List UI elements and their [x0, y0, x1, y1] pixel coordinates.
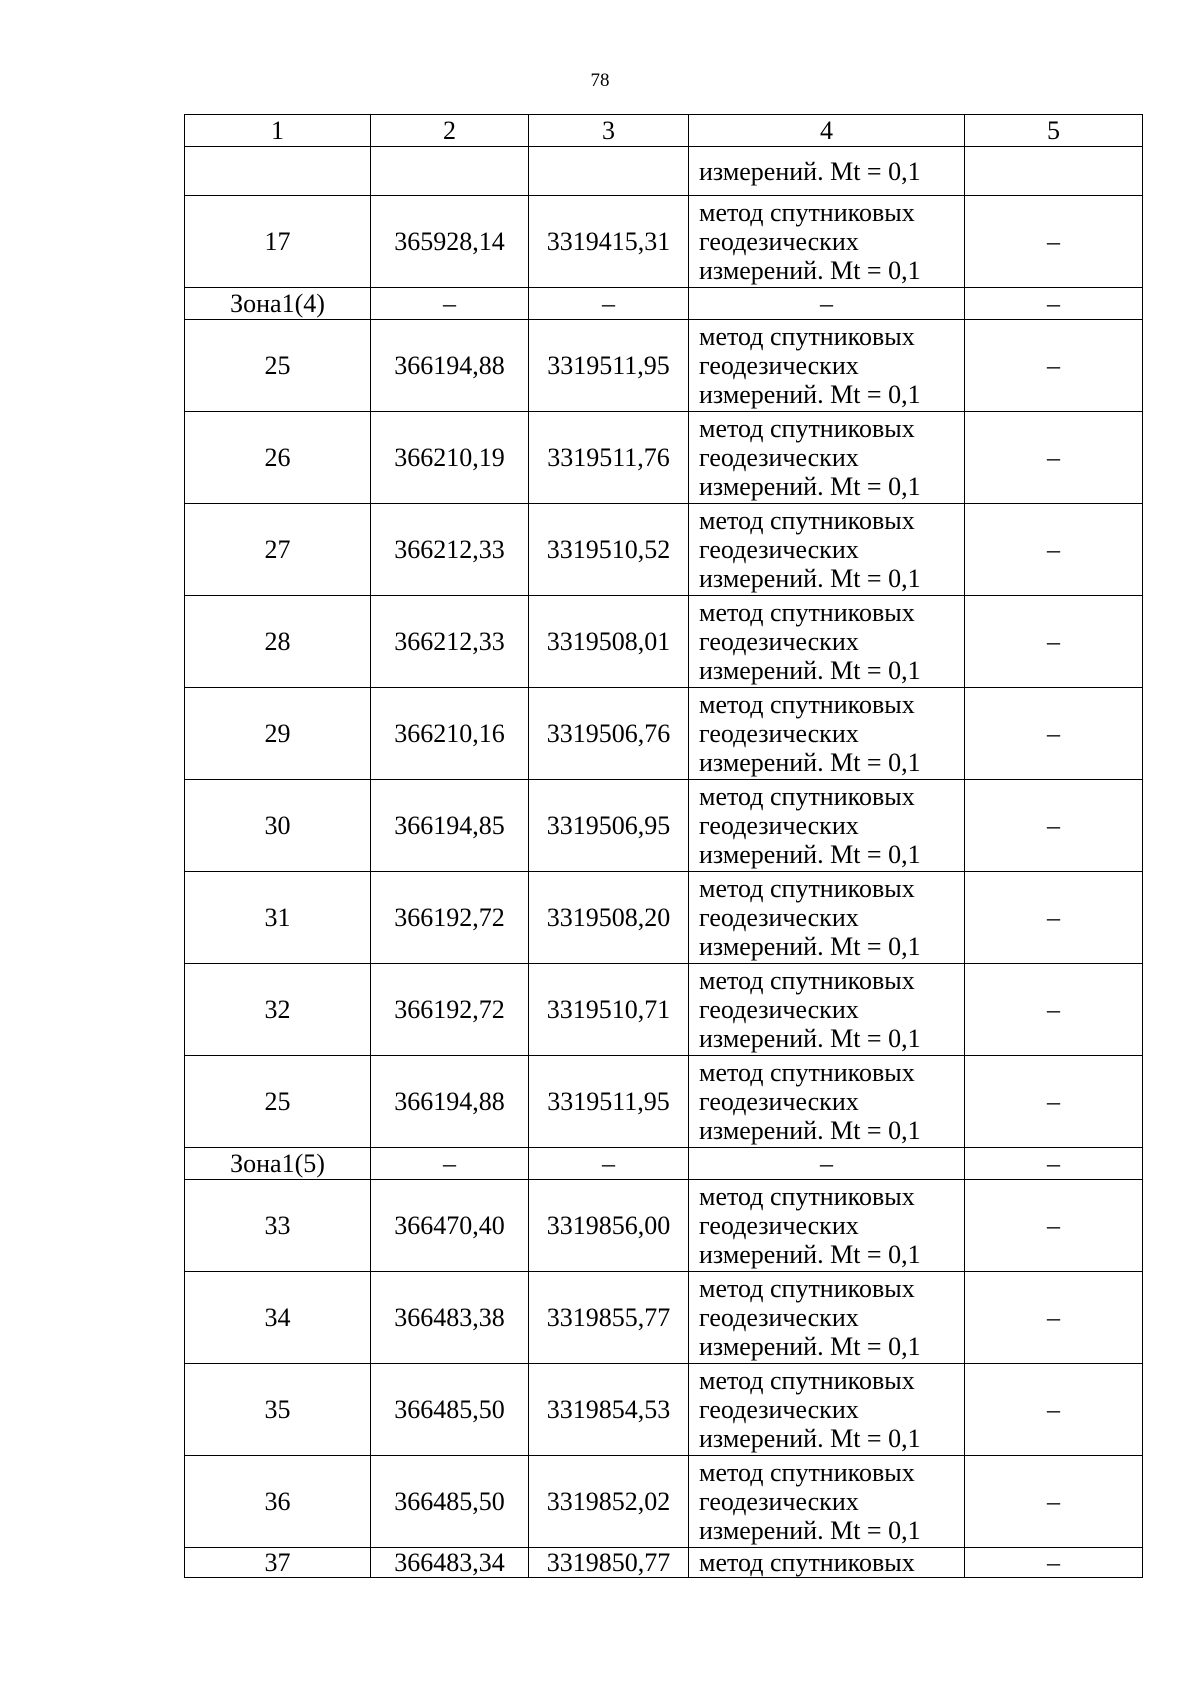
cell-col4 — [689, 1180, 965, 1272]
description-line: – — [820, 1149, 833, 1178]
cell-col3: 3319506,95 — [529, 780, 689, 872]
cell-col5: – — [965, 320, 1143, 412]
cell-col5: – — [965, 412, 1143, 504]
description-line: измерений. Mt = 0,1 — [699, 1240, 921, 1269]
description-line: метод спутниковых — [699, 1458, 915, 1487]
cell-col5: – — [965, 964, 1143, 1056]
description-line: измерений. Mt = 0,1 — [699, 748, 921, 777]
description-line: метод спутниковых — [699, 414, 915, 443]
cell-col1: 36 — [185, 1456, 371, 1548]
cell-col2: 366483,38 — [371, 1272, 529, 1364]
cell-col5: – — [965, 504, 1143, 596]
table-row — [185, 147, 1143, 196]
cell-col2: 366194,88 — [371, 320, 529, 412]
cell-col5: – — [965, 688, 1143, 780]
cell-col3: – — [529, 1148, 689, 1180]
description-line: геодезических — [699, 811, 859, 840]
description-line: – — [820, 289, 833, 318]
cell-col2: 365928,14 — [371, 196, 529, 288]
cell-col3: 3319855,77 — [529, 1272, 689, 1364]
cell-col5: – — [965, 1180, 1143, 1272]
description-line: геодезических — [699, 1211, 859, 1240]
cell-col1: 37 — [185, 1548, 371, 1578]
cell-col5 — [965, 147, 1143, 196]
coordinates-table — [184, 114, 1143, 1578]
table-row — [185, 504, 1143, 596]
cell-col1: 28 — [185, 596, 371, 688]
cell-col3: 3319856,00 — [529, 1180, 689, 1272]
cell-col4 — [689, 1364, 965, 1456]
description-line: измерений. Mt = 0,1 — [699, 472, 921, 501]
cell-col4 — [689, 964, 965, 1056]
cell-col5: – — [965, 288, 1143, 320]
description-line: измерений. Mt = 0,1 — [699, 1332, 921, 1361]
description-line: измерений. Mt = 0,1 — [699, 840, 921, 869]
description-line: геодезических — [699, 1395, 859, 1424]
cell-col1: 33 — [185, 1180, 371, 1272]
table-row — [185, 320, 1143, 412]
table-row — [185, 1456, 1143, 1548]
cell-col2: – — [371, 1148, 529, 1180]
column-header: 4 — [689, 115, 965, 147]
cell-col3: 3319854,53 — [529, 1364, 689, 1456]
description-line: геодезических — [699, 627, 859, 656]
cell-col1: 35 — [185, 1364, 371, 1456]
cell-col2: 366192,72 — [371, 872, 529, 964]
cell-col5: – — [965, 596, 1143, 688]
cell-col1 — [185, 147, 371, 196]
cell-col3: 3319508,01 — [529, 596, 689, 688]
cell-col2: 366485,50 — [371, 1456, 529, 1548]
description-line: геодезических — [699, 1087, 859, 1116]
table-row — [185, 1272, 1143, 1364]
cell-col3: 3319510,52 — [529, 504, 689, 596]
cell-col4 — [689, 147, 965, 196]
cell-col3: 3319510,71 — [529, 964, 689, 1056]
description-line: метод спутниковых — [699, 322, 915, 351]
cell-col4 — [689, 504, 965, 596]
cell-col2: 366470,40 — [371, 1180, 529, 1272]
table-row — [185, 780, 1143, 872]
description-line: измерений. Mt = 0,1 — [699, 380, 921, 409]
description-line: геодезических — [699, 995, 859, 1024]
cell-col4 — [689, 780, 965, 872]
description-line: измерений. Mt = 0,1 — [699, 256, 921, 285]
cell-col1: 25 — [185, 320, 371, 412]
cell-col2: 366192,72 — [371, 964, 529, 1056]
cell-col4 — [689, 1548, 965, 1578]
page-number: 78 — [590, 70, 610, 91]
table-row — [185, 964, 1143, 1056]
cell-col2: 366485,50 — [371, 1364, 529, 1456]
cell-col3: 3319852,02 — [529, 1456, 689, 1548]
cell-col1: 31 — [185, 872, 371, 964]
description-line: измерений. Mt = 0,1 — [699, 1024, 921, 1053]
cell-col3: 3319508,20 — [529, 872, 689, 964]
table-row — [185, 412, 1143, 504]
description-line: измерений. Mt = 0,1 — [699, 932, 921, 961]
description-line: геодезических — [699, 535, 859, 564]
cell-col2: 366194,85 — [371, 780, 529, 872]
description-line: измерений. Mt = 0,1 — [699, 1116, 921, 1145]
cell-col5: – — [965, 1272, 1143, 1364]
cell-col1: 27 — [185, 504, 371, 596]
column-header: 1 — [185, 115, 371, 147]
description-line: метод спутниковых — [699, 598, 915, 627]
description-line: измерений. Mt = 0,1 — [699, 156, 921, 186]
cell-col3: 3319415,31 — [529, 196, 689, 288]
table-row — [185, 1056, 1143, 1148]
zone-row — [185, 1148, 1143, 1180]
cell-col4 — [689, 412, 965, 504]
cell-col1: 32 — [185, 964, 371, 1056]
table-row — [185, 1180, 1143, 1272]
description-line: метод спутниковых — [699, 1182, 915, 1211]
cell-col1: 26 — [185, 412, 371, 504]
cell-col2: 366483,34 — [371, 1548, 529, 1578]
cell-col1: 30 — [185, 780, 371, 872]
cell-col1: Зона1(5) — [185, 1148, 371, 1180]
description-line: метод спутниковых — [699, 782, 915, 811]
description-line: метод спутниковых — [699, 1274, 915, 1303]
cell-col3: 3319850,77 — [529, 1548, 689, 1578]
cell-col2: 366194,88 — [371, 1056, 529, 1148]
cell-col1: 29 — [185, 688, 371, 780]
cell-col5: – — [965, 1148, 1143, 1180]
description-line: геодезических — [699, 227, 859, 256]
description-line: геодезических — [699, 903, 859, 932]
cell-col1: 34 — [185, 1272, 371, 1364]
description-line: метод спутниковых — [699, 690, 915, 719]
header-row — [185, 115, 1143, 147]
cell-col4 — [689, 596, 965, 688]
cell-col2: 366212,33 — [371, 504, 529, 596]
cell-col2: 366210,19 — [371, 412, 529, 504]
description-line: метод спутниковых — [699, 966, 915, 995]
column-header: 2 — [371, 115, 529, 147]
cell-col5: – — [965, 1364, 1143, 1456]
cell-col2: – — [371, 288, 529, 320]
cell-col5: – — [965, 780, 1143, 872]
cell-col4 — [689, 288, 965, 320]
description-line: измерений. Mt = 0,1 — [699, 1516, 921, 1545]
table-row — [185, 596, 1143, 688]
cell-col1: 25 — [185, 1056, 371, 1148]
cell-col4 — [689, 1056, 965, 1148]
description-line: геодезических — [699, 1487, 859, 1516]
table-row — [185, 1548, 1143, 1578]
cell-col2: 366210,16 — [371, 688, 529, 780]
column-header: 5 — [965, 115, 1143, 147]
cell-col5: – — [965, 1056, 1143, 1148]
cell-col5: – — [965, 1548, 1143, 1578]
cell-col4 — [689, 1456, 965, 1548]
cell-col5: – — [965, 196, 1143, 288]
description-line: метод спутниковых — [699, 1058, 915, 1087]
cell-col4 — [689, 1272, 965, 1364]
cell-col1: 17 — [185, 196, 371, 288]
cell-col5: – — [965, 872, 1143, 964]
cell-col3 — [529, 147, 689, 196]
table-row — [185, 872, 1143, 964]
description-line: измерений. Mt = 0,1 — [699, 656, 921, 685]
description-line: метод спутниковых — [699, 506, 915, 535]
cell-col4 — [689, 196, 965, 288]
description-line: метод спутниковых — [699, 1548, 915, 1577]
column-header: 3 — [529, 115, 689, 147]
cell-col3: 3319511,95 — [529, 320, 689, 412]
cell-col4 — [689, 320, 965, 412]
cell-col4 — [689, 688, 965, 780]
cell-col2 — [371, 147, 529, 196]
cell-col3: – — [529, 288, 689, 320]
description-line: геодезических — [699, 443, 859, 472]
table-row — [185, 688, 1143, 780]
table-body — [185, 115, 1143, 1578]
description-line: геодезических — [699, 719, 859, 748]
description-line: измерений. Mt = 0,1 — [699, 564, 921, 593]
description-line: метод спутниковых — [699, 1366, 915, 1395]
description-line: геодезических — [699, 351, 859, 380]
description-line: метод спутниковых — [699, 874, 915, 903]
cell-col3: 3319506,76 — [529, 688, 689, 780]
cell-col1: Зона1(4) — [185, 288, 371, 320]
description-line: геодезических — [699, 1303, 859, 1332]
table-row — [185, 196, 1143, 288]
cell-col5: – — [965, 1456, 1143, 1548]
table-row — [185, 1364, 1143, 1456]
zone-row — [185, 288, 1143, 320]
cell-col2: 366212,33 — [371, 596, 529, 688]
description-line: метод спутниковых — [699, 198, 915, 227]
cell-col4 — [689, 1148, 965, 1180]
cell-col4 — [689, 872, 965, 964]
description-line: измерений. Mt = 0,1 — [699, 1424, 921, 1453]
cell-col3: 3319511,95 — [529, 1056, 689, 1148]
cell-col3: 3319511,76 — [529, 412, 689, 504]
